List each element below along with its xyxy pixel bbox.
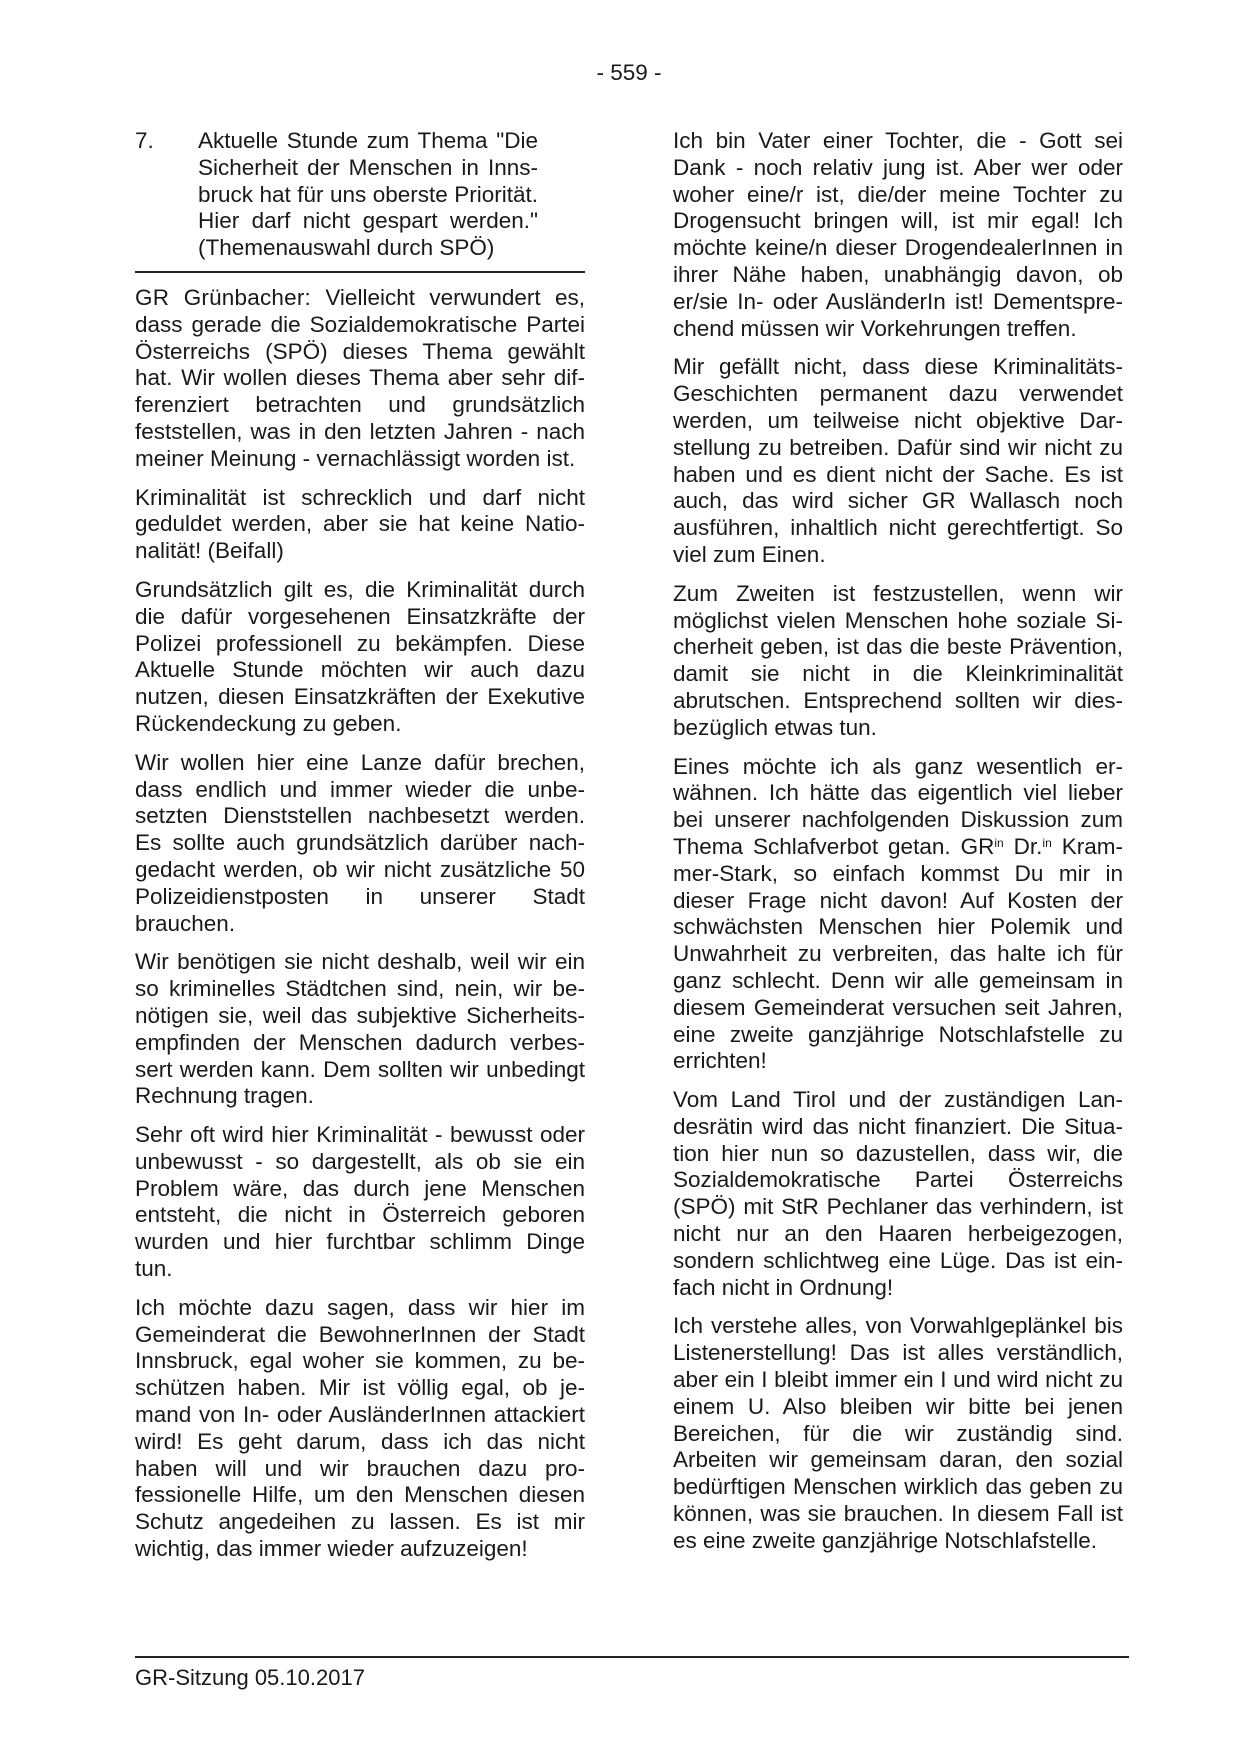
- speech-paragraph: Mir gefällt nicht, dass diese Kriminalitäts-Geschichten permanent dazu verwendet werden, um teilweise nicht objektive Darstellung zu betreiben. Dafür sind wir nicht zu haben und es dient nicht der Sache. Es ist auch, das wird sicher GR Wallasch noch ausführen, inhaltlich nicht gerechtfertigt. So viel zum Einen.: [673, 354, 1123, 567]
- left-column: [135, 128, 585, 1563]
- page-content: [135, 128, 1123, 1563]
- speech-paragraph: [135, 285, 585, 473]
- agenda-item-title: Aktuelle Stunde zum Thema "Die Sicherheit der Menschen in Innsbruck hat für uns oberste Priorität. Hier darf nicht gespart werden." (Themenauswahl durch SPÖ): [198, 128, 538, 261]
- footer-session-label: GR-Sitzung 05.10.2017: [135, 1665, 365, 1690]
- speech-paragraph: Vom Land Tirol und der zuständigen Landesrätin wird das nicht finanziert. Die Situation hier nun so dazustellen, dass wir, die Sozialdemokratische Partei Österreichs (SPÖ) mit StR Pechlaner das verhindern, ist nicht nur an den Haaren herbeigezogen, sondern schlichtweg eine Lüge. Das ist einfach nicht in Ordnung!: [673, 1087, 1123, 1300]
- right-column: [673, 128, 1123, 1563]
- superscript-in: in: [1042, 835, 1052, 850]
- speech-paragraph: Ich möchte dazu sagen, dass wir hier im Gemeinderat die BewohnerInnen der Stadt Innsbruck, egal woher sie kommen, zu beschützen haben. Mir ist völlig egal, ob jemand von In- oder AusländerInnen attackiert wird! Es geht darum, dass ich das nicht haben will und wir brauchen dazu professionelle Hilfe, um den Menschen diesen Schutz angedeihen zu lassen. Es ist mir wichtig, das immer wieder aufzuzeigen!: [135, 1294, 585, 1562]
- paragraph-text: Dr.: [1003, 833, 1043, 859]
- page-footer: [135, 1656, 1129, 1692]
- speech-paragraph: Ich verstehe alles, von Vorwahlgeplänkel bis Listenerstellung! Das ist alles verständlich, aber ein I bleibt immer ein I und wird nicht zu einem U. Also bleiben wir bitte bei jenen Bereichen, für die wir zuständig sind. Arbeiten wir gemeinsam daran, den sozial bedürftigen Menschen wirklich das geben zu können, was sie brauchen. In diesem Fall ist es eine zweite ganzjährige Notschlafstelle.: [673, 1313, 1123, 1553]
- speech-paragraph: Kriminalität ist schrecklich und darf nicht geduldet werden, aber sie hat keine Nationalität! (Beifall): [135, 484, 585, 564]
- agenda-item-heading: [135, 128, 585, 262]
- paragraph-text: Krammer-Stark, so einfach kommst Du mir in dieser Frage nicht davon! Auf Kosten der schwächsten Menschen hier Polemik und Unwahrheit zu verbreiten, das halte ich für ganz schlecht. Denn wir alle gemeinsam in diesem Gemeinderat versuchen seit Jahren, eine zweite ganzjährige Notschlafstelle zu errichten!: [673, 833, 1123, 1074]
- speaker-name: GR Grünbacher:: [135, 284, 311, 310]
- speech-paragraph: Ich bin Vater einer Tochter, die - Gott sei Dank - noch relativ jung ist. Aber wer oder woher eine/r ist, die/der meine Tochter zu Drogensucht bringen will, ist mir egal! Ich möchte keine/n dieser DrogendealerInnen in ihrer Nähe haben, unabhängig davon, ob er/sie In- oder AusländerIn ist! Dementsprechend müssen wir Vorkehrungen treffen.: [673, 128, 1123, 341]
- heading-divider-rule: [135, 271, 585, 273]
- speech-paragraph: Zum Zweiten ist festzustellen, wenn wir möglichst vielen Menschen hohe soziale Sicherheit geben, ist das die beste Prävention, damit sie nicht in die Kleinkriminalität abrutschen. Entsprechend sollten wir diesbezüglich etwas tun.: [673, 580, 1123, 740]
- agenda-item-number: 7.: [135, 128, 154, 153]
- speech-paragraph: [673, 754, 1123, 1076]
- paragraph-text: Eines möchte ich als ganz wesentlich erwähnen. Ich hätte das eigentlich viel lieber bei unserer nachfolgenden Diskussion zum Thema Schlafverbot getan. GR: [673, 753, 1123, 859]
- paragraph-text: Vielleicht verwundert es, dass gerade die Sozialdemokratische Partei Österreichs (SPÖ) dieses Thema gewählt hat. Wir wollen dieses Thema aber sehr differenziert betrachten und grundsätzlich feststellen, was in den letzten Jahren - nach meiner Meinung - vernachlässigt worden ist.: [135, 284, 585, 471]
- superscript-in: in: [994, 835, 1004, 850]
- page-number: - 559 -: [596, 60, 662, 85]
- speech-paragraph: Wir benötigen sie nicht deshalb, weil wir ein so kriminelles Städtchen sind, nein, wir benötigen sie, weil das subjektive Sicherheitsempfinden der Menschen dadurch verbessert werden kann. Dem sollten wir unbedingt Rechnung tragen.: [135, 949, 585, 1109]
- speech-paragraph: Grundsätzlich gilt es, die Kriminalität durch die dafür vorgesehenen Einsatzkräfte der Polizei professionell zu bekämpfen. Diese Aktuelle Stunde möchten wir auch dazu nutzen, diesen Einsatzkräften der Exekutive Rückendeckung zu geben.: [135, 576, 585, 736]
- speech-paragraph: Sehr oft wird hier Kriminalität - bewusst oder unbewusst - so dargestellt, als ob sie ein Problem wäre, das durch jene Menschen entsteht, die nicht in Österreich geboren wurden und hier furchtbar schlimm Dinge tun.: [135, 1122, 585, 1282]
- speech-paragraph: Wir wollen hier eine Lanze dafür brechen, dass endlich und immer wieder die unbesetzten Dienststellen nachbesetzt werden. Es sollte auch grundsätzlich darüber nachgedacht werden, ob wir nicht zusätzliche 50 Polizeidienstposten in unserer Stadt brauchen.: [135, 749, 585, 936]
